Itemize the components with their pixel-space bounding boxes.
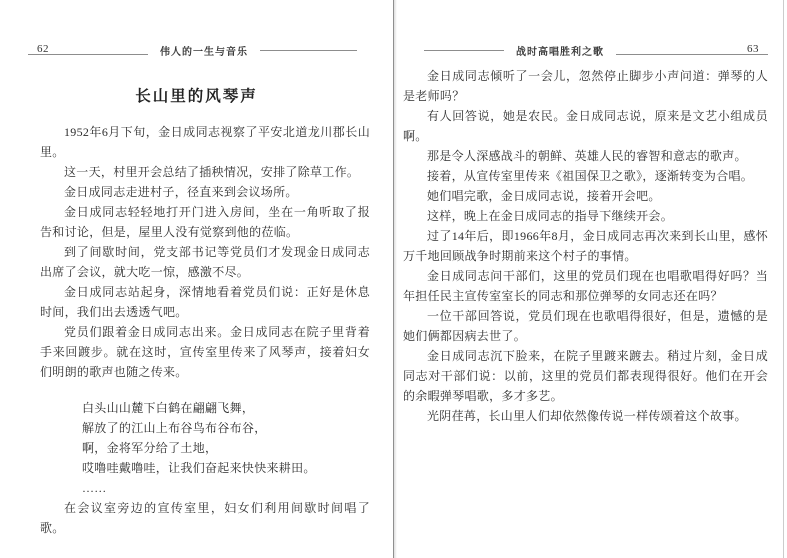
paragraph: 金日成同志走进村子，径直来到会议场所。 — [64, 185, 298, 199]
header-rule — [616, 54, 768, 55]
paragraph: 党员们跟着金日成同志出来。金日成同志在院子里背着手来回踱步。就在这时，宣传室里传来了风琴声，接着妇女们明朗的歌声也随之传来。 — [40, 325, 370, 379]
page-header-left — [28, 43, 357, 58]
page-body-left — [40, 122, 370, 538]
verse-line: 哎噜哇戴噜哇，让我们奋起来快快来耕田。 — [82, 461, 316, 475]
paragraph: 接着，从宣传室里传来《祖国保卫之歌》，逐渐转变为合唱。 — [427, 169, 754, 183]
page-number-segment — [616, 43, 768, 58]
page-header-right — [424, 43, 768, 58]
paragraph: 金日成同志沉下脸来，在院子里踱来踱去。稍过片刻，金日成同志对干部们说：以前，这里的党员们都表现得很好。他们在开会的余暇弹琴唱歌，多才多艺。 — [403, 349, 768, 403]
chapter-title: 长山里的风琴声 — [135, 88, 258, 105]
page-body-right — [403, 66, 768, 426]
page-right — [394, 0, 787, 558]
paragraph: 一位干部回答说，党员们现在也歌唱得很好，但是，遗憾的是她们俩都因病去世了。 — [403, 309, 768, 343]
paragraph: 金日成同志问干部们，这里的党员们现在也唱歌唱得好吗？当年担任民主宣传室室长的同志和那位弹琴的女同志还在吗？ — [403, 269, 768, 303]
running-head: 伟人的一生与音乐 — [160, 47, 248, 58]
verse-line: 白头山山麓下白鹤在翩翩飞舞， — [82, 401, 255, 415]
paragraph: 有人回答说，她是农民。金日成同志说，原来是文艺小组成员啊。 — [403, 109, 768, 143]
paragraph: 金日成同志轻轻地打开门进入房间，坐在一角听取了报告和讨论，但是，屋里人没有觉察到他的莅临。 — [40, 205, 370, 239]
scan-edge-line — [783, 0, 784, 558]
song-verse-block — [40, 398, 370, 498]
page-number-segment — [28, 43, 148, 58]
paragraph: 她们唱完歌，金日成同志说，接着开会吧。 — [427, 189, 661, 203]
paragraph: 这样，晚上在金日成同志的指导下继续开会。 — [427, 209, 674, 223]
paragraph: 过了14年后，即1966年8月，金日成同志再次来到长山里，感怀万千地回顾战争时期前来这个村子的事情。 — [403, 229, 768, 263]
running-head: 战时高唱胜利之歌 — [516, 47, 604, 58]
page-left — [0, 0, 393, 558]
page-gutter-shade — [394, 0, 397, 558]
paragraph: 金日成同志站起身，深情地看着党员们说：正好是休息时间，我们出去透透气吧。 — [40, 285, 370, 319]
paragraph: 到了间歇时间，党支部书记等党员们才发现金日成同志出席了会议，就大吃一惊，感激不尽。 — [40, 245, 370, 279]
verse-ellipsis: …… — [82, 481, 107, 495]
page-number: 62 — [37, 43, 49, 55]
paragraph: 在会议室旁边的宣传室里，妇女们利用间歇时间唱了歌。 — [40, 501, 370, 535]
page-number: 63 — [747, 43, 759, 55]
header-rule — [260, 50, 357, 51]
verse-line: 啊，金将军分给了土地， — [82, 441, 218, 455]
paragraph: 金日成同志倾听了一会儿，忽然停止脚步小声问道：弹琴的人是老师吗？ — [403, 69, 768, 103]
paragraph: 光阴荏苒，长山里人们却依然像传说一样传颂着这个故事。 — [427, 409, 747, 423]
paragraph: 那是令人深感战斗的朝鲜、英雄人民的睿智和意志的歌声。 — [427, 149, 747, 163]
page-gutter-line — [393, 0, 394, 558]
verse-line: 解放了的江山上布谷鸟布谷布谷， — [82, 421, 267, 435]
header-rule — [424, 50, 504, 51]
paragraph: 1952年6月下旬，金日成同志视察了平安北道龙川郡长山里。 — [40, 125, 370, 159]
paragraph: 这一天，村里开会总结了插秧情况，安排了除草工作。 — [64, 165, 360, 179]
